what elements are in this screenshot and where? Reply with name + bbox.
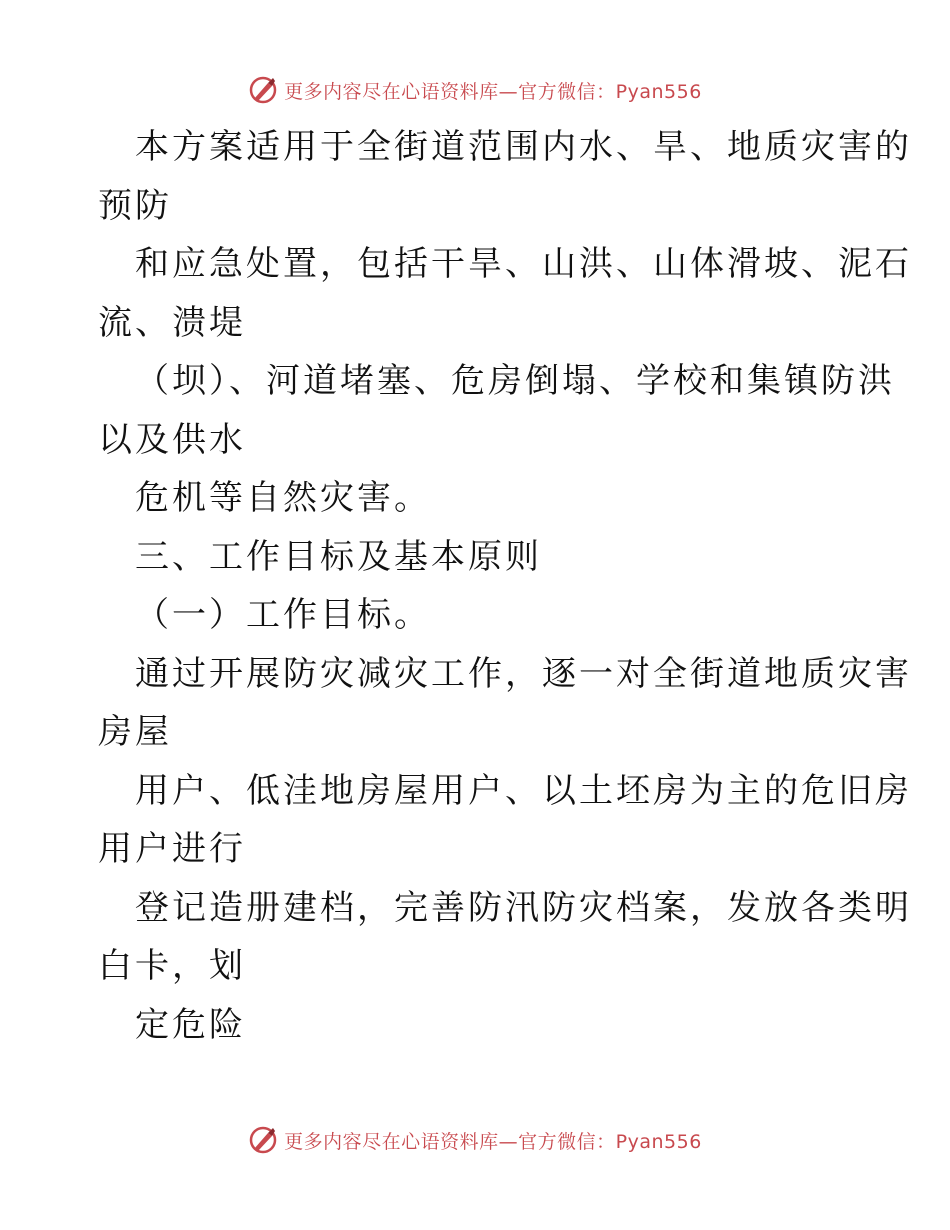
watermark-text: 更多内容尽在心语资料库—官方微信：Pyan556 xyxy=(284,1130,702,1153)
text-line: 危机等自然灾害。 xyxy=(135,478,431,518)
section-heading: 三、工作目标及基本原则 xyxy=(135,536,542,577)
text-line: 和应急处置，包括干旱、山洪、山体滑坡、泥石 xyxy=(135,244,912,284)
text-line: 白卡，划 xyxy=(98,946,246,986)
text-line: 本方案适用于全街道范围内水、旱、地质灾害的 xyxy=(135,127,912,167)
text-line: 流、溃堤 xyxy=(98,302,246,343)
document-body xyxy=(98,118,912,1054)
text-line: 以及供水 xyxy=(98,419,246,460)
header-watermark xyxy=(0,70,950,110)
text-line: 定危险 xyxy=(135,1004,246,1045)
text-line: （坝）、河道堵塞、危房倒塌、学校和集镇防洪 xyxy=(135,361,895,401)
text-line: 房屋 xyxy=(98,712,172,752)
watermark-text: 更多内容尽在心语资料库—官方微信：Pyan556 xyxy=(284,80,702,103)
subsection-heading: （一）工作目标。 xyxy=(135,595,431,635)
text-line: 登记造册建档，完善防汛防灾档案，发放各类明 xyxy=(135,887,912,928)
text-line: 预防 xyxy=(98,185,172,226)
brush-logo-icon xyxy=(248,75,278,105)
text-line: 用户、低洼地房屋用户、以土坯房为主的危旧房 xyxy=(135,770,912,811)
text-line: 用户进行 xyxy=(98,829,246,869)
text-line: 通过开展防灾减灾工作，逐一对全街道地质灾害 xyxy=(135,653,912,694)
footer-watermark xyxy=(0,1120,950,1160)
brush-logo-icon xyxy=(248,1125,278,1155)
